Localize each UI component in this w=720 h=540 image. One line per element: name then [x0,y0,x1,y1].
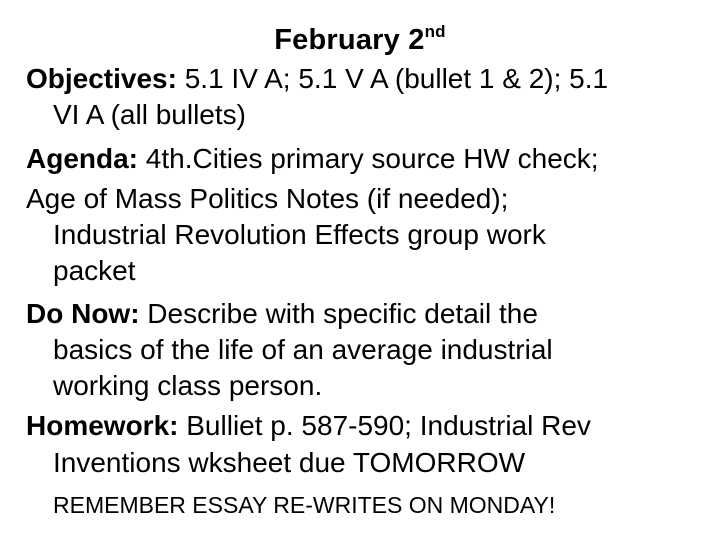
slide-title [0,22,720,58]
agenda-line-4 [53,254,136,288]
agenda-text-4: packet [53,255,136,286]
objectives-text-2: VI A (all bullets) [53,99,246,130]
title-superscript: nd [424,22,446,41]
title-text: February 2 [274,24,425,56]
homework-text-1: Bulliet p. 587-590; Industrial Rev [178,410,591,441]
agenda-line-3 [53,218,546,252]
objectives-line-2 [53,98,246,132]
do-now-line-2 [53,333,553,367]
agenda-line-2 [26,182,508,216]
objectives-line-1 [26,62,608,96]
agenda-line-1 [26,142,599,176]
do-now-line-3 [53,369,322,403]
agenda-text-1: 4th.Cities primary source HW check; [138,143,599,174]
do-now-label: Do Now: [26,298,140,329]
agenda-label: Agenda: [26,143,138,174]
agenda-text-2: Age of Mass Politics Notes (if needed); [26,183,509,214]
reminder-text: REMEMBER ESSAY RE-WRITES ON MONDAY! [53,492,556,518]
objectives-text-1: 5.1 IV A; 5.1 V A (bullet 1 & 2); 5.1 [176,63,609,94]
agenda-text-3: Industrial Revolution Effects group work [53,219,546,250]
do-now-line-1 [26,297,538,331]
homework-line-1 [26,409,591,443]
objectives-label: Objectives: [26,63,177,94]
do-now-text-2: basics of the life of an average industrial [53,334,553,365]
do-now-text-3: working class person. [53,370,323,401]
homework-text-2: Inventions wksheet due TOMORROW [53,447,526,478]
homework-label: Homework: [26,410,179,441]
do-now-text-1: Describe with specific detail the [139,298,538,329]
homework-line-2 [53,446,525,480]
